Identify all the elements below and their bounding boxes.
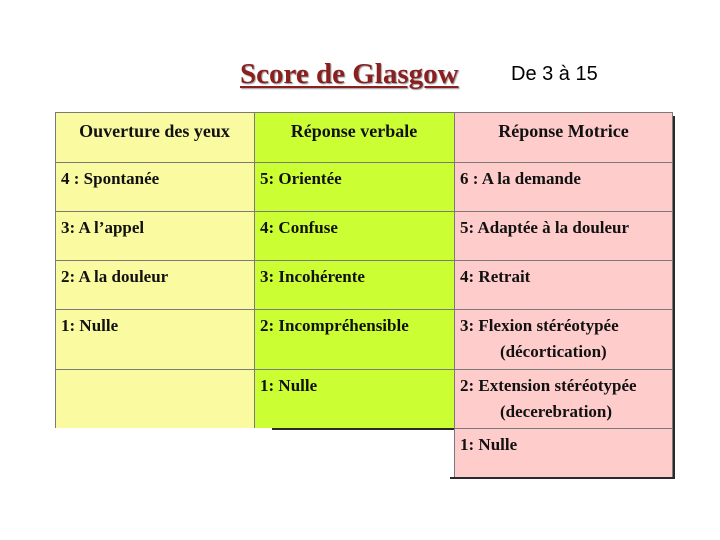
grid-line: [55, 260, 673, 261]
motrice-cell: [454, 369, 673, 428]
verbale-cell: 3: Incohérente: [254, 260, 454, 309]
grid-line: [55, 369, 673, 370]
table-shadow: [272, 428, 454, 430]
yeux-cell: 1: Nulle: [55, 309, 254, 369]
grid-line: [55, 112, 56, 428]
table-shadow: [673, 116, 675, 479]
verbale-cell: 5: Orientée: [254, 162, 454, 211]
grid-line: [55, 112, 673, 113]
motrice-line1: 5: Adaptée à la douleur: [460, 218, 630, 237]
yeux-cell: 2: A la douleur: [55, 260, 254, 309]
grid-line: [254, 112, 255, 428]
verbale-cell: 4: Confuse: [254, 211, 454, 260]
grid-line: [55, 211, 673, 212]
grid-line: [55, 309, 673, 310]
motrice-line1: 2: Extension stéréotypée: [460, 376, 637, 395]
motrice-cell: [454, 309, 673, 369]
grid-line: [55, 162, 673, 163]
grid-line: [454, 112, 455, 478]
motrice-line1: 1: Nulle: [460, 435, 518, 454]
yeux-cell: 3: A l’appel: [55, 211, 254, 260]
table-shadow: [450, 477, 675, 479]
page-title: Score de Glasgow: [240, 58, 459, 90]
header-verbale: Réponse verbale: [254, 112, 454, 162]
motrice-cell: [454, 428, 673, 477]
motrice-line1: 6 : A la demande: [460, 169, 581, 188]
yeux-cell: 4 : Spontanée: [55, 162, 254, 211]
page-subtitle: De 3 à 15: [511, 63, 598, 85]
header-yeux: Ouverture des yeux: [55, 112, 254, 162]
motrice-line1: 3: Flexion stéréotypée: [460, 316, 619, 335]
grid-line: [454, 428, 673, 429]
yeux-cell-empty: [55, 369, 254, 428]
motrice-cell: [454, 260, 673, 309]
verbale-cell: 2: Incompréhensible: [254, 309, 454, 369]
motrice-cell: [454, 211, 673, 260]
motrice-cell: [454, 162, 673, 211]
motrice-line1: 4: Retrait: [460, 267, 531, 286]
header-motrice: Réponse Motrice: [454, 112, 673, 162]
motrice-line2: (décortication): [500, 342, 607, 361]
verbale-cell: 1: Nulle: [254, 369, 454, 428]
motrice-line2: (decerebration): [500, 402, 613, 421]
